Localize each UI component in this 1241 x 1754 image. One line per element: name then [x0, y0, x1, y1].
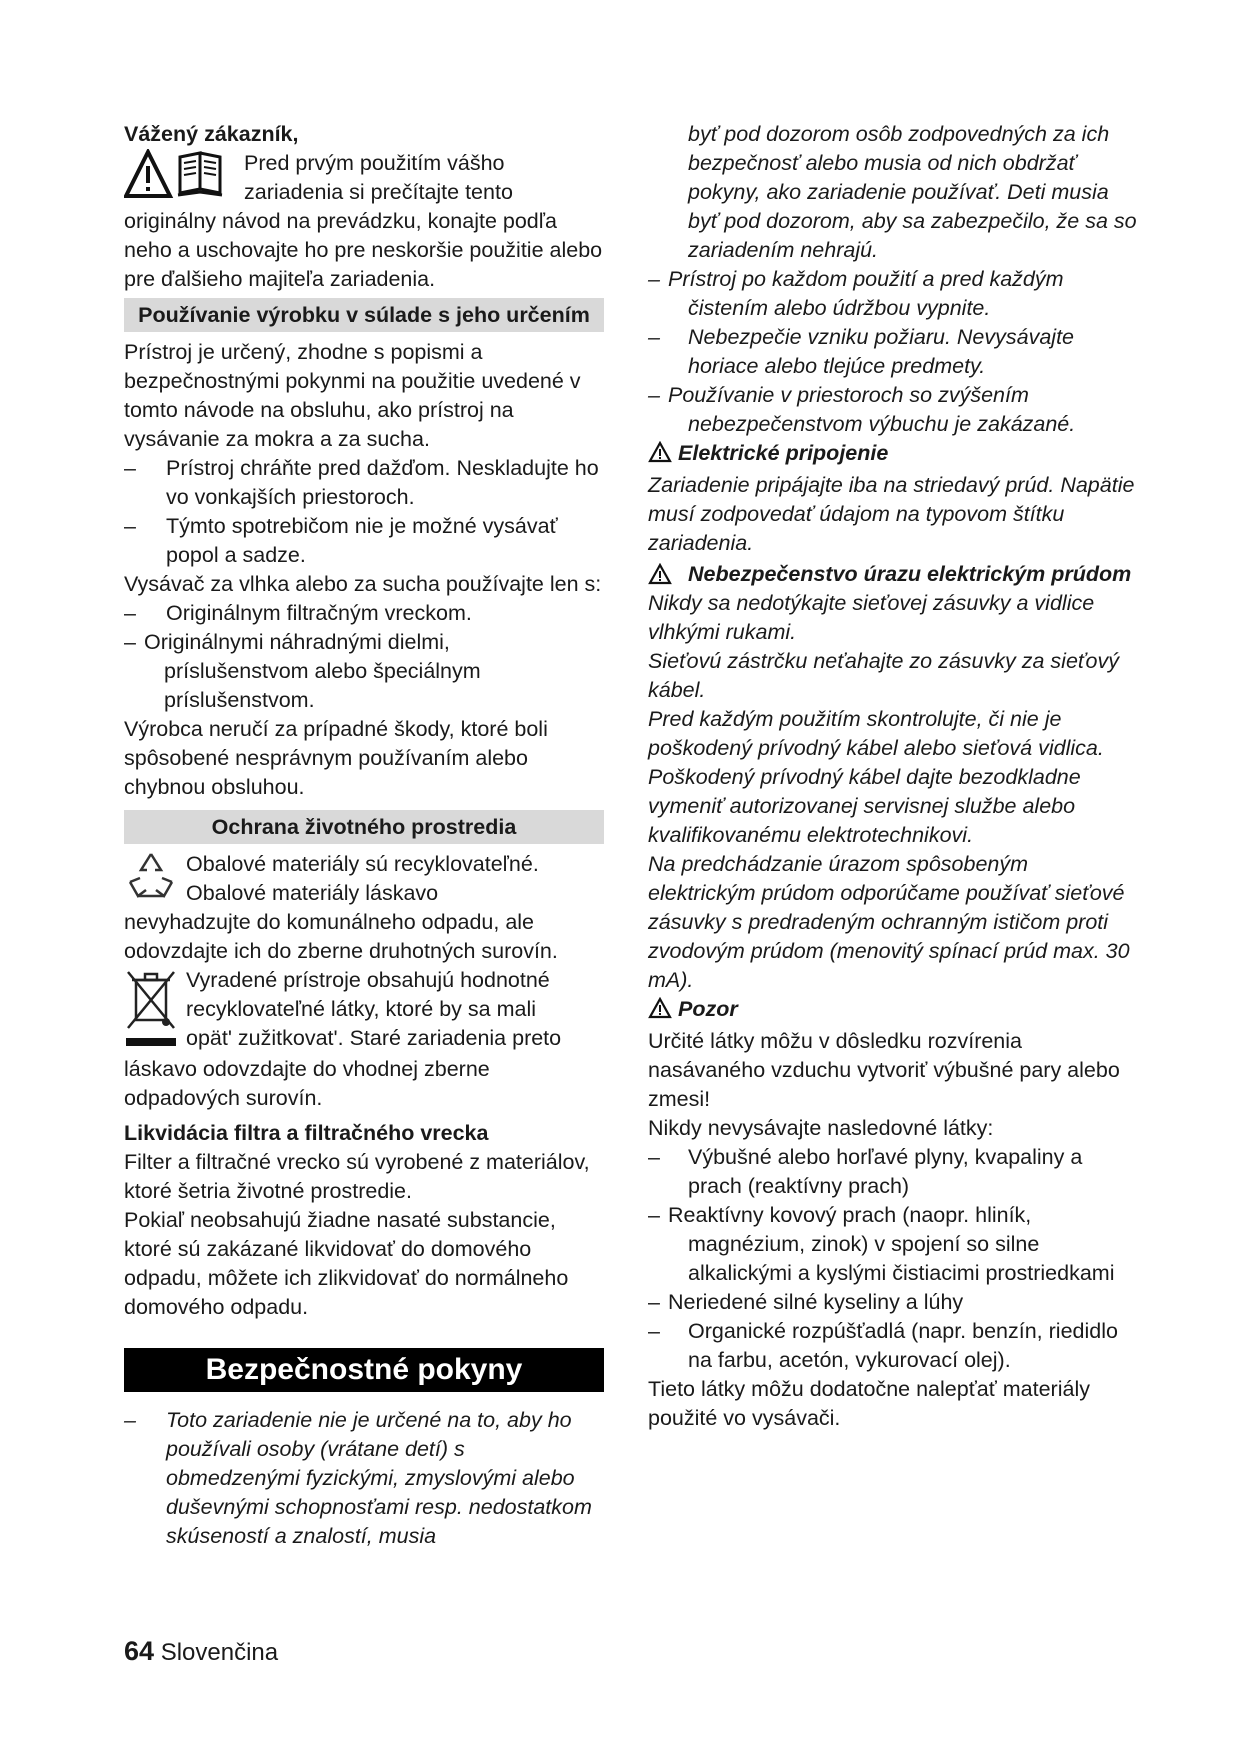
shock-paragraph-1: Nikdy sa nedotýkajte sieťovej zásuvky a vidlice vlhkými rukami. [648, 591, 1095, 644]
list-item: – Originálnymi náhradnými dielmi, príslušenstvom alebo špeciálnym príslušenstvom. [124, 630, 481, 712]
intro-line-2: zariadenia si prečítajte tento [244, 180, 513, 204]
list-item: – Výbušné alebo horľavé plyny, kvapaliny a prach (reaktívny prach) [648, 1145, 1083, 1198]
list-item: – Reaktívny kovový prach (naopr. hliník, magnézium, zinok) v spojení so silne alkalickými a kyslými čistiacimi prostriedkami [648, 1203, 1115, 1285]
weee-paragraph: láskavo odovzdajte do vhodnej zberne odpadových surovín. [124, 1057, 490, 1110]
intro-block [124, 149, 604, 207]
shock-paragraph-3: Pred každým použitím skontrolujte, či nie je poškodený prívodný kábel alebo sieťová vidlica. Poškodený prívodný kábel dajte bezodkladne vymeniť autorizovanej servisnej službe alebo kvalifikovanému elektrotechnikovi. [648, 707, 1104, 847]
filter-paragraph-1: Filter a filtračné vrecko sú vyrobené z materiálov, ktoré šetria životné prostredie. [124, 1150, 590, 1203]
warning-icon [648, 563, 672, 593]
intro-line-1: Pred prvým použitím vášho [244, 151, 505, 175]
list-item: – Prístroj po každom použití a pred každým čistením alebo údržbou vypnite. [648, 267, 1064, 320]
pozor-heading: Pozor [648, 995, 1138, 1027]
list-item: – Nebezpečie vzniku požiaru. Nevysávajte horiace alebo tlejúce predmety. [648, 325, 1075, 378]
section-heading-intended-use: Používanie výrobku v súlade s jeho určením [124, 298, 604, 332]
electric-paragraph: Zariadenie pripájajte iba na striedavý prúd. Napätie musí zodpovedať údajom na typovom štítku zariadenia. [648, 473, 1135, 555]
electric-heading: Elektrické pripojenie [648, 439, 1138, 471]
weee-block [124, 966, 604, 1055]
filter-paragraph-2: Pokiaľ neobsahujú žiadne nasaté substancie, ktoré sú zakázané likvidovať do domového odpadu, môžete ich zlikvidovať do normálneho domového odpadu. [124, 1208, 569, 1319]
list-item: – Prístroj chráňte pred dažďom. Neskladujte ho vo vonkajších priestoroch. [124, 456, 599, 509]
recycle-icon [124, 850, 178, 907]
recycle-block [124, 850, 604, 908]
weee-line-3: opät' zužitkovat'. Staré zariadenia preto [186, 1026, 562, 1050]
pozor-paragraph-2: Nikdy nevysávajte nasledovné látky: [648, 1116, 994, 1140]
list-item: – Organické rozpúšťadlá (napr. benzín, riedidlo na farbu, acetón, vykurovací olej). [648, 1319, 1118, 1372]
recycle-paragraph: nevyhadzujte do komunálneho odpadu, ale odovzdajte ich do zberne druhotných surovín. [124, 910, 558, 963]
crossed-bin-icon [124, 966, 178, 1055]
list-item: – Používanie v priestoroch so zvýšením nebezpečenstvom výbuchu je zakázané. [648, 383, 1076, 436]
final-paragraph: Tieto látky môžu dodatočne nalepťať materiály použité vo vysávači. [648, 1377, 1090, 1430]
weee-line-2: recyklovateľné látky, ktoré by sa mali [186, 997, 537, 1021]
warning-manual-icon [124, 149, 236, 206]
recycle-line-1: Obalové materiály sú recyklovateľné. [186, 852, 539, 876]
safety-heading: Bezpečnostné pokyny [124, 1348, 604, 1392]
list-item: – Týmto spotrebičom nie je možné vysávať popol a sadze. [124, 514, 558, 567]
right-column [648, 120, 1138, 1433]
page-number: 64 [124, 1636, 155, 1666]
left-column [124, 120, 604, 1551]
pozor-paragraph-1: Určité látky môžu v dôsledku rozvírenia nasávaného vzduchu vytvoriť výbušné pary alebo zmesi! [648, 1029, 1120, 1111]
shock-heading: Nebezpečenstvo úrazu elektrickým prúdom [648, 560, 1138, 589]
weee-line-1: Vyradené prístroje obsahujú hodnotné [186, 968, 550, 992]
list-item: – Neriedené silné kyseliny a lúhy [648, 1290, 964, 1314]
footer-language: Slovenčina [160, 1639, 279, 1666]
recycle-line-2: Obalové materiály láskavo [186, 881, 439, 905]
safety-continuation: byť pod dozorom osôb zodpovedných za ich bezpečnosť alebo musia od nich obdržať pokyny, ako zariadenie používať. Deti musia byť pod dozorom, aby sa zabezpečilo, že sa so zariadením nehrajú. [688, 122, 1137, 262]
list-item: – Originálnym filtračným vreckom. [124, 601, 472, 625]
filter-heading: Likvidácia filtra a filtračného vrecka [124, 1121, 489, 1145]
list-item: – Toto zariadenie nie je určené na to, aby ho používali osoby (vrátane detí) s obmedzenými fyzickými, zmyslovými alebo duševnými schopnosťami resp. nedostatkom skúseností a znalostí, musia [124, 1408, 592, 1548]
warning-icon [648, 997, 672, 1027]
intro-paragraph: originálny návod na prevádzku, konajte podľa neho a uschovajte ho pre neskoršie použitie alebo pre ďalšieho majiteľa zariadenia. [124, 209, 603, 291]
section-heading-environment: Ochrana životného prostredia [124, 810, 604, 844]
intended-use-paragraph: Prístroj je určený, zhodne s popismi a bezpečnostnými pokynmi na použitie uvedené v tomto návode na obsluhu, ako prístroj na vysávanie za mokra a za sucha. [124, 340, 581, 451]
usage-paragraph: Vysávač za vlhka alebo za sucha používajte len s: [124, 572, 602, 596]
page-footer [124, 1636, 278, 1667]
shock-paragraph-2: Sieťovú zástrčku neťahajte zo zásuvky za sieťový kábel. [648, 649, 1119, 702]
shock-paragraph-4: Na predchádzanie úrazom spôsobeným elektrickým prúdom odporúčame používať sieťové zásuvky s predradeným ochranným ističom proti zvodovým prúdom (menovitý spínací prúd max. 30 mA). [648, 852, 1130, 992]
greeting: Vážený zákazník, [124, 122, 299, 146]
liability-paragraph: Výrobca neručí za prípadné škody, ktoré boli spôsobené nesprávnym používaním alebo chybnou obsluhou. [124, 717, 548, 799]
warning-icon [648, 441, 672, 471]
